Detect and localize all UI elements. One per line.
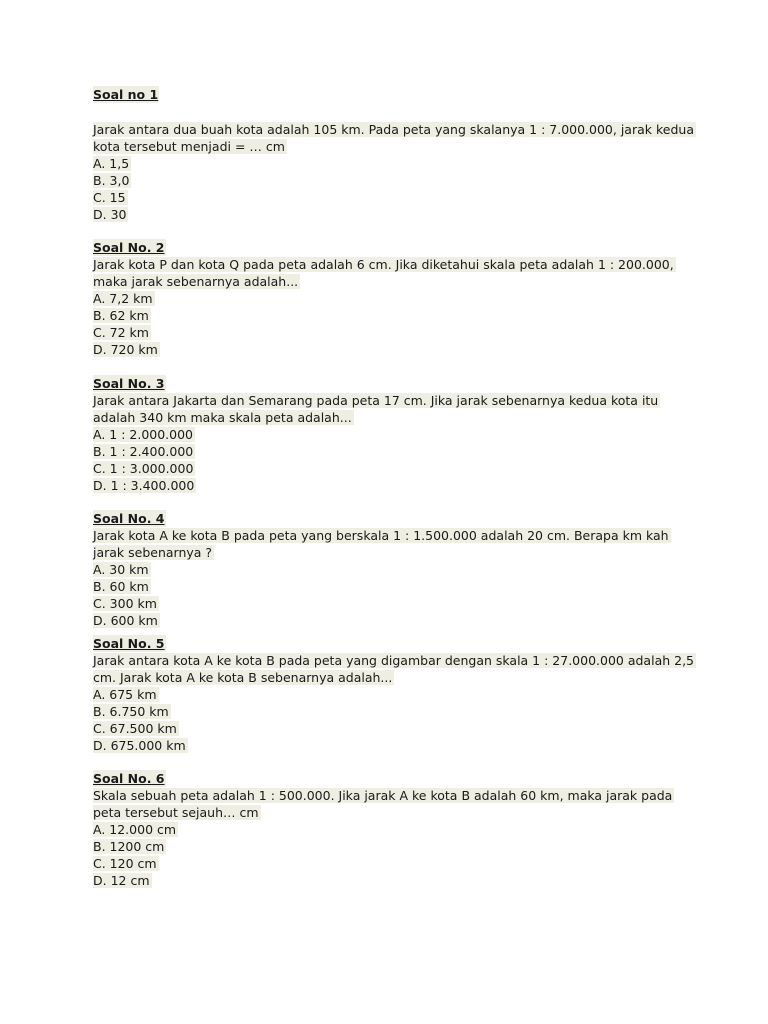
- question-title: Soal No. 2: [93, 240, 165, 255]
- question-title: Soal No. 5: [93, 636, 165, 651]
- question-text-line: Jarak antara kota A ke kota B pada peta yang digambar dengan skala 1 : 27.000.000 adalah 2,5: [93, 653, 695, 668]
- answer-option: D. 720 km: [93, 342, 158, 357]
- question-text-line: peta tersebut sejauh… cm: [93, 805, 259, 820]
- question-text-line: cm. Jarak kota A ke kota B sebenarnya adalah...: [93, 670, 393, 685]
- document-page: [93, 86, 693, 889]
- answer-option: A. 30 km: [93, 562, 149, 577]
- answer-option: A. 1,5: [93, 156, 130, 171]
- question-title: Soal no 1: [93, 87, 159, 102]
- question-text-line: jarak sebenarnya ?: [93, 545, 213, 560]
- question-title: Soal No. 6: [93, 771, 165, 786]
- question-text-line: Jarak kota A ke kota B pada peta yang berskala 1 : 1.500.000 adalah 20 cm. Berapa km kah: [93, 528, 669, 543]
- question-title: Soal No. 4: [93, 511, 165, 526]
- answer-option: B. 1200 cm: [93, 839, 165, 854]
- answer-option: B. 3,0: [93, 173, 130, 188]
- question-text-line: Jarak antara Jakarta dan Semarang pada peta 17 cm. Jika jarak sebenarnya kedua kota itu: [93, 393, 659, 408]
- answer-option: B. 62 km: [93, 308, 149, 323]
- answer-option: B. 60 km: [93, 579, 149, 594]
- answer-option: B. 6.750 km: [93, 704, 169, 719]
- answer-option: C. 120 cm: [93, 856, 157, 871]
- answer-option: D. 30: [93, 207, 127, 222]
- question-5: [93, 635, 693, 754]
- question-2: [93, 239, 693, 358]
- question-1: [93, 86, 693, 223]
- question-text-line: adalah 340 km maka skala peta adalah...: [93, 410, 352, 425]
- question-text-line: Jarak kota P dan kota Q pada peta adalah 6 cm. Jika diketahui skala peta adalah 1 : 200.000,: [93, 257, 674, 272]
- answer-option: A. 12.000 cm: [93, 822, 177, 837]
- answer-option: D. 12 cm: [93, 873, 150, 888]
- question-text-line: Skala sebuah peta adalah 1 : 500.000. Jika jarak A ke kota B adalah 60 km, maka jarak pada: [93, 788, 673, 803]
- question-text-line: maka jarak sebenarnya adalah...: [93, 274, 299, 289]
- answer-option: D. 600 km: [93, 613, 158, 628]
- answer-option: C. 1 : 3.000.000: [93, 461, 194, 476]
- question-title: Soal No. 3: [93, 376, 165, 391]
- question-4: [93, 510, 693, 629]
- answer-option: C. 72 km: [93, 325, 149, 340]
- answer-option: C. 300 km: [93, 596, 157, 611]
- question-3: [93, 375, 693, 494]
- question-6: [93, 770, 693, 889]
- answer-option: A. 7,2 km: [93, 291, 153, 306]
- question-text-line: Jarak antara dua buah kota adalah 105 km. Pada peta yang skalanya 1 : 7.000.000, jarak kedua: [93, 122, 694, 137]
- answer-option: D. 1 : 3.400.000: [93, 478, 195, 493]
- answer-option: B. 1 : 2.400.000: [93, 444, 194, 459]
- answer-option: A. 1 : 2.000.000: [93, 427, 194, 442]
- answer-option: C. 67.500 km: [93, 721, 177, 736]
- question-text-line: kota tersebut menjadi = … cm: [93, 139, 285, 154]
- answer-option: D. 675.000 km: [93, 738, 186, 753]
- answer-option: C. 15: [93, 190, 126, 205]
- answer-option: A. 675 km: [93, 687, 157, 702]
